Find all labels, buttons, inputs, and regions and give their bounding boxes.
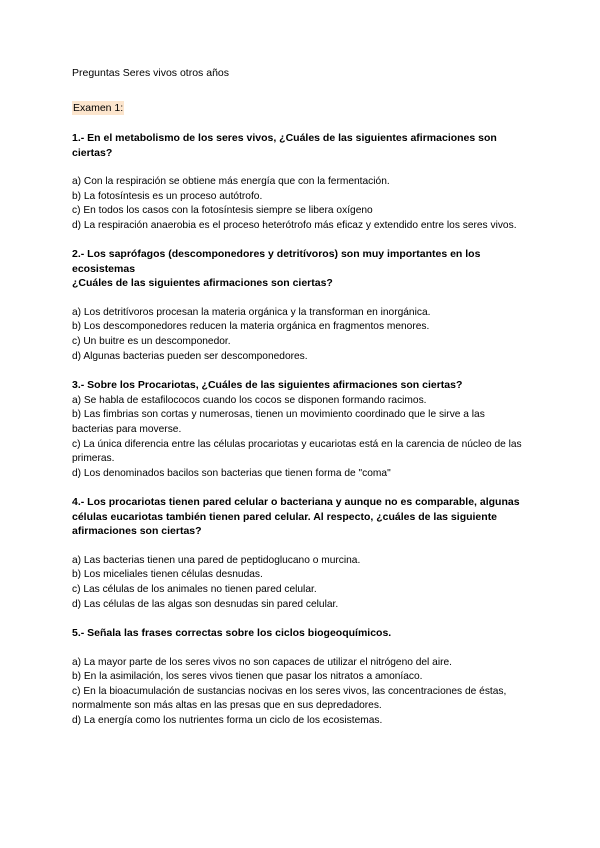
option-b: b) Los miceliales tienen células desnudas. — [72, 569, 263, 581]
question-line: 4.- Los procariotas tienen pared celular o bacteriana y aunque no es comparable, algunas células eucariotas también tienen pared celular. Al respecto, ¿cuáles de las siguiente afirmaciones son ciertas? — [72, 496, 520, 538]
option-a: a) La mayor parte de los seres vivos no son capaces de utilizar el nitrógeno del aire. — [72, 656, 452, 668]
question-5 — [72, 626, 528, 728]
option-b: b) La fotosíntesis es un proceso autótrofo. — [72, 190, 263, 202]
question-1 — [72, 131, 528, 233]
document-title: Preguntas Seres vivos otros años — [72, 67, 229, 79]
option-a: a) Con la respiración se obtiene más energía que con la fermentación. — [72, 176, 390, 187]
options-list — [72, 554, 528, 612]
option-a: a) Se habla de estafilococos cuando los cocos se disponen formando racimos. — [72, 394, 427, 406]
exam-label: Examen 1: — [73, 102, 124, 114]
option-a: a) Las bacterias tienen una pared de peptidoglucano o murcina. — [72, 554, 361, 566]
question-text — [72, 378, 528, 393]
option-c: c) La única diferencia entre las células procariotas y eucariotas está en la carencia de núcleo de las primeras. — [72, 438, 522, 465]
option-d: d) Las células de las algas son desnudas sin pared celular. — [72, 598, 339, 610]
question-text — [72, 247, 528, 291]
option-b: b) En la asimilación, los seres vivos tienen que pasar los nitratos a amoníaco. — [72, 671, 423, 683]
document-page — [72, 66, 528, 743]
question-3 — [72, 378, 528, 481]
option-c: c) Un buitre es un descomponedor. — [72, 336, 231, 348]
option-d: d) La energía como los nutrientes forma un ciclo de los ecosistemas. — [72, 715, 383, 727]
question-line: 1.- En el metabolismo de los seres vivos, ¿Cuáles de las siguientes afirmaciones son ciertas? — [72, 132, 497, 159]
option-d: d) Los denominados bacilos son bacterias que tienen forma de "coma" — [72, 467, 391, 479]
option-c: c) En la bioacumulación de sustancias nocivas en los seres vivos, las concentraciones de éstas, — [72, 685, 507, 697]
option-b: b) Los descomponedores reducen la materia orgánica en fragmentos menores. — [72, 321, 430, 333]
options-list — [72, 175, 528, 233]
options-list — [72, 306, 528, 364]
question-text — [72, 131, 528, 160]
option-d: d) Algunas bacterias pueden ser descomponedores. — [72, 350, 308, 362]
options-list — [72, 394, 528, 482]
option-b: b) Las fimbrias son cortas y numerosas, tienen un movimiento coordinado que le sirve a las bacterias para moverse. — [72, 409, 485, 435]
question-line: 2.- Los saprófagos (descomponedores y detritívoros) son muy importantes en los ecosistemas — [72, 248, 481, 275]
question-2 — [72, 247, 528, 364]
option-a: a) Los detritívoros procesan la materia orgánica y la transforman en inorgánica. — [72, 306, 431, 318]
question-line: 3.- Sobre los Procariotas, ¿Cuáles de las siguientes afirmaciones son ciertas? — [72, 379, 463, 392]
question-text — [72, 626, 528, 641]
option-c-continued: normalmente son más altas en las presas que en sus depredadores. — [72, 700, 382, 712]
option-c: c) Las células de los animales no tienen pared celular. — [72, 584, 317, 595]
question-4 — [72, 495, 528, 612]
options-list — [72, 656, 528, 729]
question-line: ¿Cuáles de las siguientes afirmaciones son ciertas? — [72, 277, 333, 290]
option-c: c) En todos los casos con la fotosíntesis siempre se libera oxígeno — [72, 205, 373, 217]
option-d: d) La respiración anaerobia es el proceso heterótrofo más eficaz y extendido entre los seres vivos. — [72, 219, 517, 231]
question-text — [72, 495, 528, 539]
question-line: 5.- Señala las frases correctas sobre los ciclos biogeoquímicos. — [72, 627, 392, 640]
